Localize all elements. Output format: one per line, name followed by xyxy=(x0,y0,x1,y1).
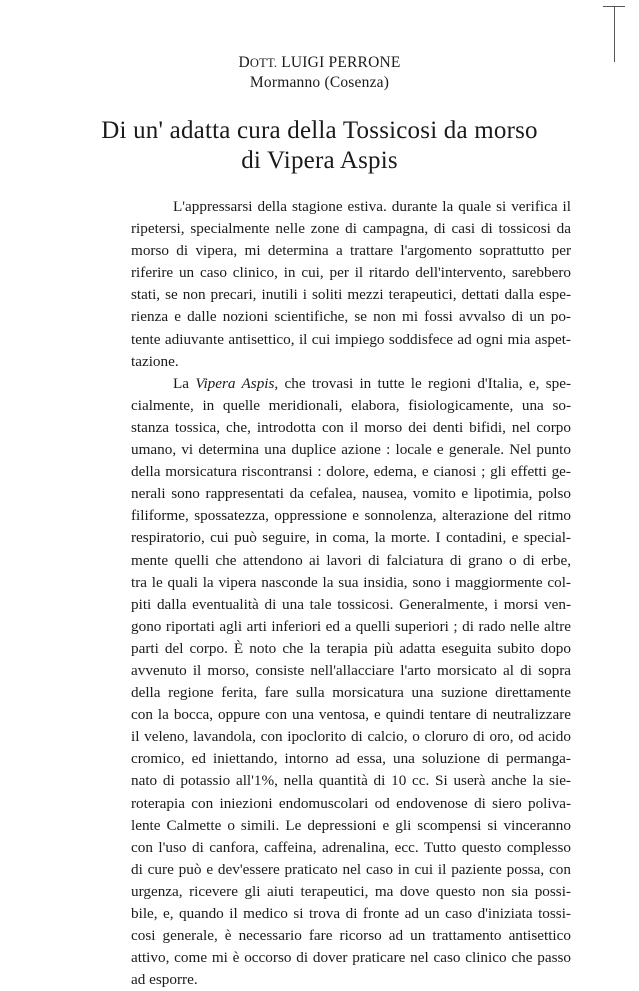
body-line: nerali sono rappresentati da cefalea, nausea, vomito e lipotimia, polso xyxy=(131,485,571,503)
body-line: avvenuto il morso, consiste nell'allacciare l'arto morsicato al di sopra xyxy=(131,661,571,679)
author-name: LUIGI PERRONE xyxy=(281,54,401,71)
body-line: cosi generale, è necessario fare ricorso ad un trattamento antisettico xyxy=(131,927,571,945)
body-line: nato di potassio all'1%, nella quantità di 10 cc. Si userà anche la sie- xyxy=(131,772,571,790)
body-word: La xyxy=(173,374,190,392)
body-line: urgenza, ricevere gli aiuti terapeutici, ma dove questo non sia possi- xyxy=(131,882,571,900)
body-line: lente Calmette o simili. Le depressioni e gli scompensi si vinceranno xyxy=(131,816,571,834)
body-line: filiforme, spossatezza, oppressione e sonnolenza, alterazione del ritmo xyxy=(131,507,571,525)
title-line-2: di Vipera Aspis xyxy=(241,147,398,174)
author-block xyxy=(0,53,639,92)
body-line: con l'uso di canfora, caffeina, adrenalina, ecc. Tutto questo complesso xyxy=(131,838,571,856)
body-line: di cure può e dev'essere praticato nel caso in cui il paziente possa, con xyxy=(131,860,571,878)
body-line: della morsicatura riscontransi : dolore, edema, e cianosi ; gli effetti ge- xyxy=(131,463,571,481)
article-body xyxy=(131,196,571,991)
body-line: bile, e, quando il medico si trova di fronte ad un caso d'iniziata tossi- xyxy=(131,905,571,922)
vipera-aspis-term: Vipera Aspis, xyxy=(195,374,279,392)
body-line: tazione. xyxy=(131,352,179,370)
body-line: stati, se non precari, inutili i soliti mezzi terapeutici, dettati dalla espe- xyxy=(131,286,571,304)
body-line: cialmente, in quelle meridionali, elabora, fisiologicamente, una so- xyxy=(131,396,571,414)
author-location: Mormanno (Cosenza) xyxy=(249,74,390,91)
body-line: umano, vi determina una duplice azione : locale e generale. Nel punto xyxy=(131,441,571,459)
body-line: attivo, come mi è occorso di dover praticare nel caso clinico che passo xyxy=(131,949,571,967)
body-line: della regione ferita, fare sulla morsicatura una suzione direttamente xyxy=(131,684,571,702)
body-fragment: che trovasi in tutte le regioni d'Italia, e, spe- xyxy=(284,374,572,392)
author-line xyxy=(0,53,639,73)
author-prefix-rest: OTT. xyxy=(249,56,278,70)
body-line-paragraph-2 xyxy=(131,373,571,395)
title-line-1: Di un' adatta cura della Tossicosi da morso xyxy=(101,117,538,144)
body-line: L'appressarsi della stagione estiva. durante la quale si verifica il xyxy=(173,198,571,215)
body-line: con la bocca, oppure con una ventosa, e quindi tentare di neutralizzare xyxy=(131,706,571,724)
body-line: rienza e dalle nozioni scientifiche, se non mi fossi avvalso di un po- xyxy=(131,308,571,326)
body-line: mente quelli che attendono ai lavori di falciatura di grano o di erbe, xyxy=(131,551,571,569)
body-line: riferire un caso clinico, in cui, per il ritardo dell'intervento, sarebbero xyxy=(131,264,571,282)
article-title xyxy=(0,116,639,176)
body-line: gono riportati agli arti inferiori ed a quelli superiori ; di rado nelle altre xyxy=(131,617,571,635)
body-line: tente adiuvante antisettico, il cui impiego soddisfece ad ogni mia aspet- xyxy=(131,330,571,348)
body-line: ad esporre. xyxy=(131,971,198,989)
body-line: cromico, ed iniettando, intorno ad essa, una soluzione di permanga- xyxy=(131,750,571,768)
body-line: parti del corpo. È noto che la terapia più adatta eseguita subito dopo xyxy=(131,639,571,657)
body-line: morso di vipera, mi determina a trattare l'argomento soprattutto per xyxy=(131,242,571,260)
body-line: stanza tossica, che, introdotta con il morso dei denti bifidi, nel corpo xyxy=(131,418,571,436)
body-line: il veleno, lavandola, con ipoclorito di calcio, o cloruro di oro, od acido xyxy=(131,728,571,746)
body-line: roterapia con iniezioni endomuscolari od endovenose di siero poliva- xyxy=(131,794,571,812)
body-line: respiratorio, cui può seguire, in coma, la morte. I contadini, e special- xyxy=(131,529,571,547)
body-line: piti dalla eventualità di una tale tossicosi. Generalmente, i morsi ven- xyxy=(131,595,571,613)
body-line: ripetersi, specialmente nelle zone di campagna, di casi di tossicosi da xyxy=(131,220,571,238)
body-line: tra le quali la vipera nasconde la sua insidia, sono i maggiormente col- xyxy=(131,573,571,591)
author-prefix-initial: D xyxy=(238,54,250,71)
